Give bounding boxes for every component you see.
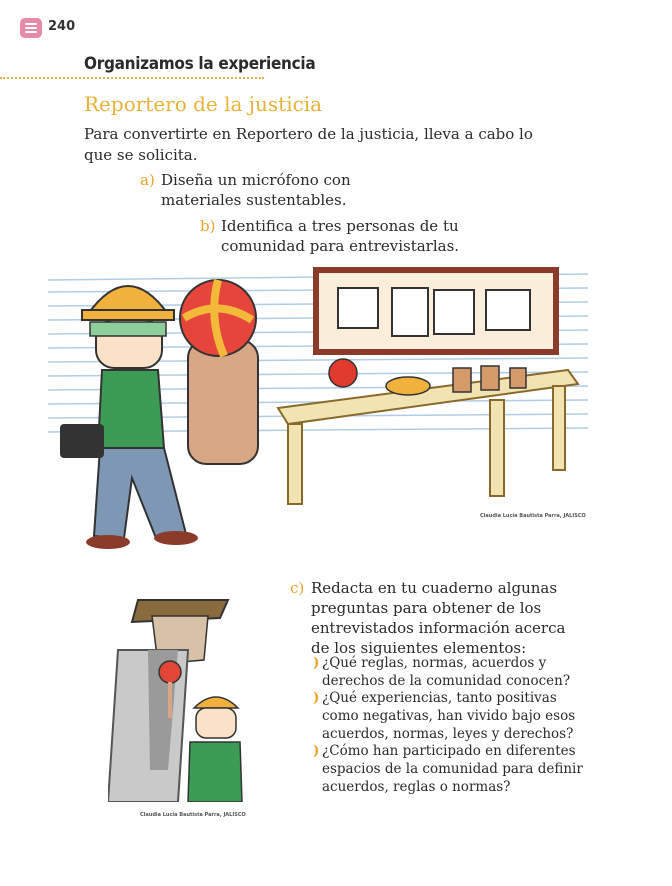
page-number: 240 [48, 19, 76, 34]
bullet-text: ¿Qué reglas, normas, acuerdos y derechos de la comunidad conocen? [322, 655, 571, 689]
list-item [313, 689, 593, 743]
bullet-marker-icon: ) [313, 690, 320, 706]
bullet-text: ¿Qué experiencias, tanto positivas como negativas, han vivido bajo esos acuerdos, normas, leyes y derechos? [322, 690, 576, 742]
bullet-text: ¿Cómo han participado en diferentes espacios de la comunidad para definir acuerdos, reglas o normas? [322, 743, 583, 795]
intro-paragraph: Para convertirte en Reportero de la justicia, lleva a cabo lo que se solicita. [84, 125, 533, 164]
item-text: Identifica a tres personas de tu comunidad para entrevistarlas. [221, 217, 460, 255]
item-text: Diseña un micrófono con materiales sustentables. [161, 171, 351, 209]
bullet-marker-icon: ) [313, 743, 320, 759]
page-badge-icon [20, 18, 42, 38]
section-heading: Organizamos la experiencia [84, 54, 316, 74]
interview-illustration [108, 590, 258, 802]
item-letter: b) [200, 217, 216, 235]
illustration-credit: Claudia Lucía Bautista Parra, JALISCO [140, 812, 246, 818]
list-item [313, 742, 593, 796]
activity-title: Reportero de la justicia [84, 92, 323, 116]
item-a [140, 170, 430, 210]
item-b [200, 216, 540, 256]
item-text: Redacta en tu cuaderno algunas preguntas para obtener de los entrevistados información acerca de los siguientes elementos: [311, 579, 566, 657]
section-divider [0, 77, 264, 79]
item-letter: a) [140, 171, 155, 189]
list-item [313, 654, 593, 690]
illustration-credit: Claudia Lucía Bautista Parra, JALISCO [480, 513, 586, 519]
item-c [290, 578, 580, 658]
item-letter: c) [290, 579, 305, 597]
bullet-marker-icon: ) [313, 655, 320, 671]
